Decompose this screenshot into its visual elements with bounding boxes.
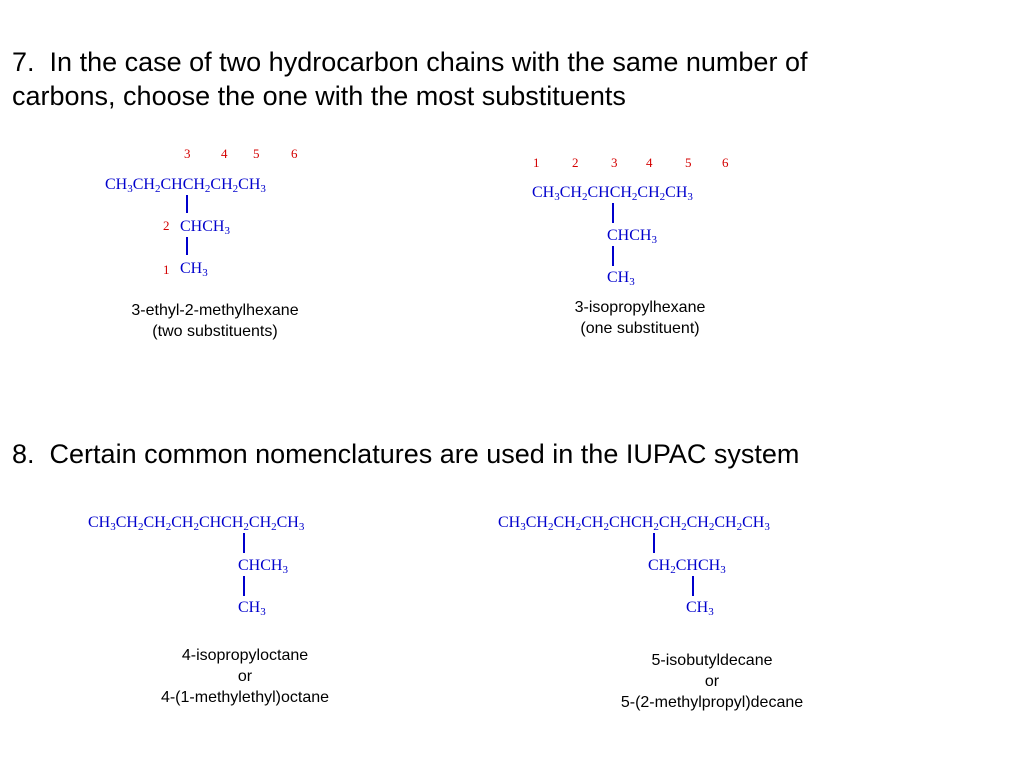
bond-line <box>653 533 655 553</box>
branch-end-formula <box>607 269 635 287</box>
formula-subscript: 2 <box>154 183 161 195</box>
compound-name: 5-isobutyldecane <box>651 652 773 669</box>
formula-subscript: 3 <box>764 521 770 533</box>
formula-group: CHCH <box>607 227 652 244</box>
formula-subscript: 3 <box>629 276 635 288</box>
carbon-number: 5 <box>685 155 692 170</box>
section-7-number: 7. <box>12 47 35 77</box>
compound-alt-name: 4-(1-methylethyl)octane <box>160 689 330 706</box>
carbon-number: 3 <box>184 146 191 161</box>
formula-group: CH <box>210 176 233 193</box>
formula-subscript: 2 <box>165 521 172 533</box>
formula-group: CHCH <box>587 184 632 201</box>
formula-subscript: 3 <box>651 234 657 246</box>
bond-line <box>186 195 188 213</box>
carbon-number: 3 <box>611 155 618 170</box>
formula-group: CH <box>115 514 138 531</box>
formula-group: CH <box>686 599 709 616</box>
formula-group: CHCH <box>238 557 283 574</box>
carbon-number: 1 <box>533 155 540 170</box>
formula-group: CH <box>238 176 261 193</box>
formula-subscript: 3 <box>260 183 266 195</box>
formula-subscript: 2 <box>193 521 199 533</box>
compound-note: (two substituents) <box>152 323 278 340</box>
formula-subscript: 2 <box>681 521 687 533</box>
formula-subscript: 2 <box>243 521 249 533</box>
carbon-number: 4 <box>221 146 228 161</box>
formula-subscript: 2 <box>603 521 609 533</box>
main-chain-formula <box>532 184 693 202</box>
bond-line <box>186 237 188 255</box>
formula-group: CH <box>658 514 682 531</box>
formula-subscript: 3 <box>127 183 133 195</box>
formula-group: CH <box>238 599 261 616</box>
formula-subscript: 2 <box>631 191 638 203</box>
formula-group: CHCH <box>160 176 205 193</box>
formula-group: CH <box>248 514 272 531</box>
formula-subscript: 3 <box>554 191 560 203</box>
formula-subscript: 2 <box>232 183 239 195</box>
compound-caption <box>592 650 832 713</box>
bond-line <box>612 246 614 266</box>
bond-line <box>243 576 245 596</box>
formula-group: CHCH <box>198 514 244 531</box>
formula-subscript: 3 <box>708 606 714 618</box>
formula-subscript: 2 <box>204 183 211 195</box>
formula-subscript: 2 <box>271 521 277 533</box>
formula-subscript: 3 <box>687 191 693 203</box>
formula-group: CH <box>714 514 737 531</box>
section-8-text-line1: Certain common nomenclatures are used in the IUPAC system <box>49 439 800 469</box>
carbon-number: 1 <box>163 262 170 277</box>
bond-line <box>612 203 614 223</box>
bond-line <box>243 533 245 553</box>
section-7-heading <box>12 45 807 113</box>
formula-group: CH <box>648 557 671 574</box>
carbon-number: 5 <box>253 146 260 161</box>
compound-caption <box>105 300 325 342</box>
formula-group: CH <box>686 514 709 531</box>
branch-formula <box>607 227 657 245</box>
branch-end-formula <box>238 599 266 617</box>
branch-end-formula <box>180 260 208 278</box>
formula-subscript: 3 <box>282 564 288 576</box>
carbon-number: 4 <box>646 155 653 170</box>
formula-subscript: 2 <box>670 564 676 576</box>
formula-subscript: 3 <box>224 225 230 237</box>
section-8-number: 8. <box>12 439 35 469</box>
section-8-heading <box>12 437 799 471</box>
main-chain-formula <box>105 176 266 194</box>
formula-subscript: 3 <box>520 521 526 533</box>
formula-group: CHCH <box>675 557 721 574</box>
formula-subscript: 2 <box>575 521 582 533</box>
formula-group: CH <box>132 176 155 193</box>
formula-group: CH <box>607 269 630 286</box>
compound-or: or <box>237 668 253 685</box>
formula-subscript: 2 <box>653 521 659 533</box>
formula-group: CH <box>180 260 203 277</box>
branch-formula <box>238 557 288 575</box>
formula-group: CH <box>637 184 660 201</box>
formula-group: CH <box>276 514 299 531</box>
formula-subscript: 3 <box>720 564 726 576</box>
section-7-text-line1: In the case of two hydrocarbon chains with the same number of <box>49 47 808 77</box>
section-7-text-line2: carbons, choose the one with the most substituents <box>12 81 626 111</box>
compound-alt-name: 5-(2-methylpropyl)decane <box>620 694 804 711</box>
carbon-number: 6 <box>291 146 298 161</box>
section-7-heading-line1 <box>12 45 807 79</box>
formula-subscript: 2 <box>581 191 588 203</box>
formula-subscript: 2 <box>736 521 743 533</box>
branch-formula <box>648 557 726 575</box>
carbon-number: 2 <box>163 218 170 233</box>
formula-subscript: 2 <box>547 521 554 533</box>
formula-group: CH <box>88 514 111 531</box>
formula-group: CH <box>143 514 166 531</box>
formula-group: CH <box>559 184 582 201</box>
compound-or: or <box>704 673 720 690</box>
compound-caption <box>530 297 750 339</box>
main-chain-formula <box>88 514 304 532</box>
carbon-number: 2 <box>572 155 579 170</box>
section-8-heading-line1 <box>12 437 799 471</box>
compound-note: (one substituent) <box>580 320 700 337</box>
formula-subscript: 2 <box>708 521 715 533</box>
branch-end-formula <box>686 599 714 617</box>
formula-subscript: 3 <box>298 521 305 533</box>
formula-group: CH <box>105 176 128 193</box>
formula-group: CHCH <box>608 514 654 531</box>
formula-group: CH <box>171 514 194 531</box>
main-chain-formula <box>498 514 770 532</box>
formula-group: CH <box>532 184 555 201</box>
formula-group: CH <box>581 514 604 531</box>
formula-subscript: 3 <box>202 267 208 279</box>
carbon-number: 6 <box>722 155 729 170</box>
formula-group: CH <box>525 514 548 531</box>
formula-subscript: 2 <box>659 191 666 203</box>
compound-caption <box>130 645 360 708</box>
compound-name: 3-ethyl-2-methylhexane <box>131 302 299 319</box>
bond-line <box>692 576 694 596</box>
formula-group: CH <box>498 514 521 531</box>
branch-formula <box>180 218 230 236</box>
formula-group: CH <box>553 514 576 531</box>
compound-name: 3-isopropylhexane <box>574 299 706 316</box>
compound-name: 4-isopropyloctane <box>181 647 309 664</box>
formula-subscript: 2 <box>137 521 144 533</box>
formula-subscript: 3 <box>260 606 266 618</box>
formula-group: CH <box>665 184 688 201</box>
formula-subscript: 3 <box>110 521 116 533</box>
formula-group: CHCH <box>180 218 225 235</box>
formula-group: CH <box>742 514 765 531</box>
